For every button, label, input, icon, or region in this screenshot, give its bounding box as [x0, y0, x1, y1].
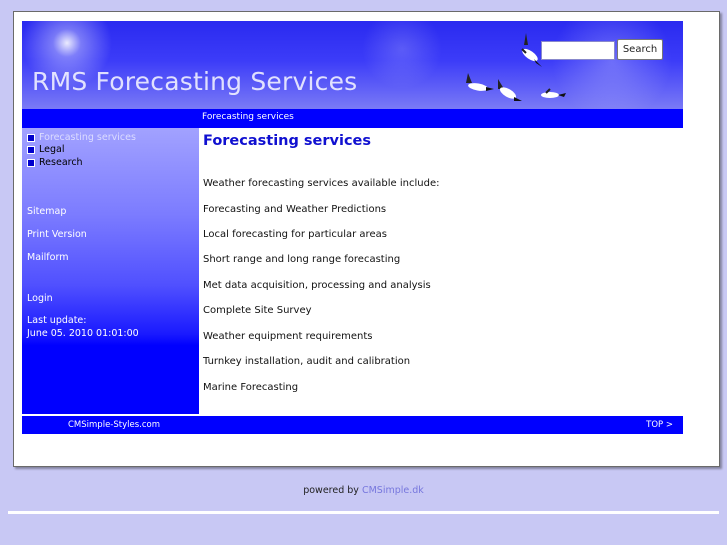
service-item: Forecasting and Weather Predictions	[203, 204, 387, 215]
service-item: Local forecasting for particular areas	[203, 229, 387, 240]
cmsimple-link[interactable]: CMSimple.dk	[361, 485, 424, 496]
service-item: Complete Site Survey	[203, 305, 312, 316]
site-title: RMS Forecasting Services	[32, 67, 358, 96]
sitemap-link[interactable]: Sitemap	[27, 206, 67, 217]
service-item: Weather equipment requirements	[203, 331, 373, 342]
bullet-icon	[27, 159, 35, 167]
bottom-divider	[8, 511, 719, 514]
menu-item-legal[interactable]	[27, 144, 64, 155]
footer-bar	[22, 416, 683, 434]
service-item: Turnkey installation, audit and calibration	[203, 356, 411, 367]
last-update-value: June 05. 2010 01:01:00	[27, 328, 139, 339]
nav-bar	[22, 109, 683, 128]
mailform-link[interactable]: Mailform	[27, 252, 69, 263]
powered-by	[0, 485, 727, 496]
last-update-label: Last update:	[27, 315, 87, 326]
service-item: Short range and long range forecasting	[203, 254, 401, 265]
top-link[interactable]: TOP >	[646, 420, 673, 430]
menu-item-forecasting-services[interactable]	[27, 132, 136, 143]
service-item: Marine Forecasting	[203, 382, 299, 393]
menu-item-research[interactable]	[27, 157, 83, 168]
bullet-icon	[27, 146, 35, 154]
menu-item-label: Research	[39, 157, 83, 168]
service-item: Met data acquisition, processing and analysis	[203, 280, 431, 291]
powered-by-label: powered by	[303, 485, 362, 496]
footer-credit-link[interactable]: CMSimple-Styles.com	[68, 420, 160, 430]
menu-item-label: Forecasting services	[39, 132, 136, 143]
search-button[interactable]: Search	[617, 39, 663, 60]
menu-item-label: Legal	[39, 144, 65, 155]
bullet-icon	[27, 134, 35, 142]
site-header	[22, 21, 683, 109]
breadcrumb[interactable]: Forecasting services	[202, 112, 294, 122]
search-input[interactable]	[541, 41, 615, 60]
login-link[interactable]: Login	[27, 293, 53, 304]
intro-text: Weather forecasting services available include:	[203, 178, 440, 189]
main-content	[203, 133, 683, 413]
print-version-link[interactable]: Print Version	[27, 229, 87, 240]
sidebar	[22, 128, 199, 414]
page-heading: Forecasting services	[203, 133, 372, 149]
